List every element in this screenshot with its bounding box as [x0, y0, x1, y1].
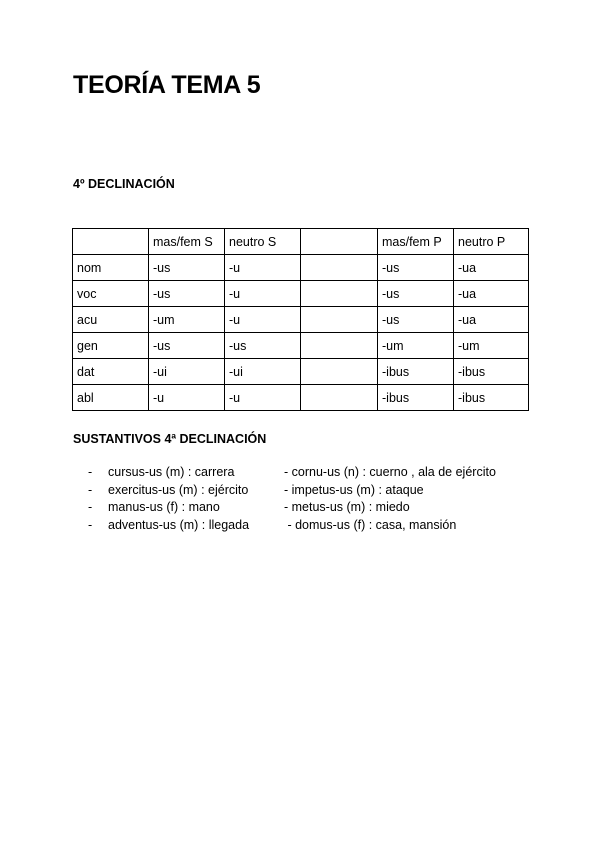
noun-entry-right: - metus-us (m) : miedo	[284, 500, 410, 514]
table-cell: gen	[73, 333, 149, 359]
page-title: TEORÍA TEMA 5	[73, 71, 261, 99]
table-cell: -us	[149, 255, 225, 281]
table-header-cell: neutro S	[225, 229, 301, 255]
table-cell: -ibus	[454, 359, 529, 385]
table-cell	[301, 333, 378, 359]
table-cell: -ibus	[454, 385, 529, 411]
table-header-cell: neutro P	[454, 229, 529, 255]
table-row	[73, 385, 529, 411]
table-header-cell: mas/fem S	[149, 229, 225, 255]
table-cell: -ui	[225, 359, 301, 385]
declension-table	[72, 228, 529, 411]
table-cell: -um	[378, 333, 454, 359]
list-item	[88, 464, 496, 482]
list-item	[88, 499, 496, 517]
table-cell: -um	[149, 307, 225, 333]
table-header-cell	[73, 229, 149, 255]
table-cell	[301, 359, 378, 385]
table-cell	[301, 281, 378, 307]
table-cell: voc	[73, 281, 149, 307]
table-row	[73, 333, 529, 359]
table-row	[73, 281, 529, 307]
list-bullet: -	[88, 465, 93, 479]
list-bullet: -	[88, 482, 93, 497]
table-cell: -ui	[149, 359, 225, 385]
table-cell: -ua	[454, 307, 529, 333]
noun-entry-right: - domus-us (f) : casa, mansión	[284, 517, 457, 532]
table-row	[73, 255, 529, 281]
table-cell: -u	[225, 385, 301, 411]
table-cell: dat	[73, 359, 149, 385]
section-heading-declension: 4º DECLINACIÓN	[73, 177, 175, 191]
table-cell	[301, 255, 378, 281]
table-cell: -ibus	[378, 359, 454, 385]
list-bullet: -	[88, 517, 93, 532]
noun-entry-right: - impetus-us (m) : ataque	[284, 482, 424, 497]
noun-entry-left: manus-us (f) : mano	[108, 500, 220, 514]
table-cell: -us	[225, 333, 301, 359]
table-cell: -um	[454, 333, 529, 359]
table-cell: acu	[73, 307, 149, 333]
table-row	[73, 307, 529, 333]
table-row	[73, 359, 529, 385]
noun-list	[88, 464, 496, 534]
list-bullet: -	[88, 500, 93, 514]
noun-entry-right: - cornu-us (n) : cuerno , ala de ejército	[284, 465, 496, 479]
table-header-row	[73, 229, 529, 255]
list-item	[88, 517, 496, 535]
table-cell: -ua	[454, 255, 529, 281]
section-heading-nouns: SUSTANTIVOS 4ª DECLINACIÓN	[73, 432, 267, 446]
table-cell: -us	[378, 281, 454, 307]
table-header-cell	[301, 229, 378, 255]
table-cell: nom	[73, 255, 149, 281]
noun-entry-left: cursus-us (m) : carrera	[108, 465, 235, 479]
table-cell: abl	[73, 385, 149, 411]
table-cell: -ua	[454, 281, 529, 307]
table-cell: -us	[378, 307, 454, 333]
table-cell: -u	[149, 385, 225, 411]
noun-entry-left: exercitus-us (m) : ejército	[108, 482, 249, 497]
table-cell: -u	[225, 307, 301, 333]
table-cell: -u	[225, 281, 301, 307]
table-cell	[301, 307, 378, 333]
table-cell: -us	[149, 281, 225, 307]
table-cell: -u	[225, 255, 301, 281]
list-item	[88, 482, 496, 500]
noun-entry-left: adventus-us (m) : llegada	[108, 517, 250, 532]
table-cell	[301, 385, 378, 411]
table-cell: -ibus	[378, 385, 454, 411]
table-cell: -us	[149, 333, 225, 359]
table-cell: -us	[378, 255, 454, 281]
table-header-cell: mas/fem P	[378, 229, 454, 255]
